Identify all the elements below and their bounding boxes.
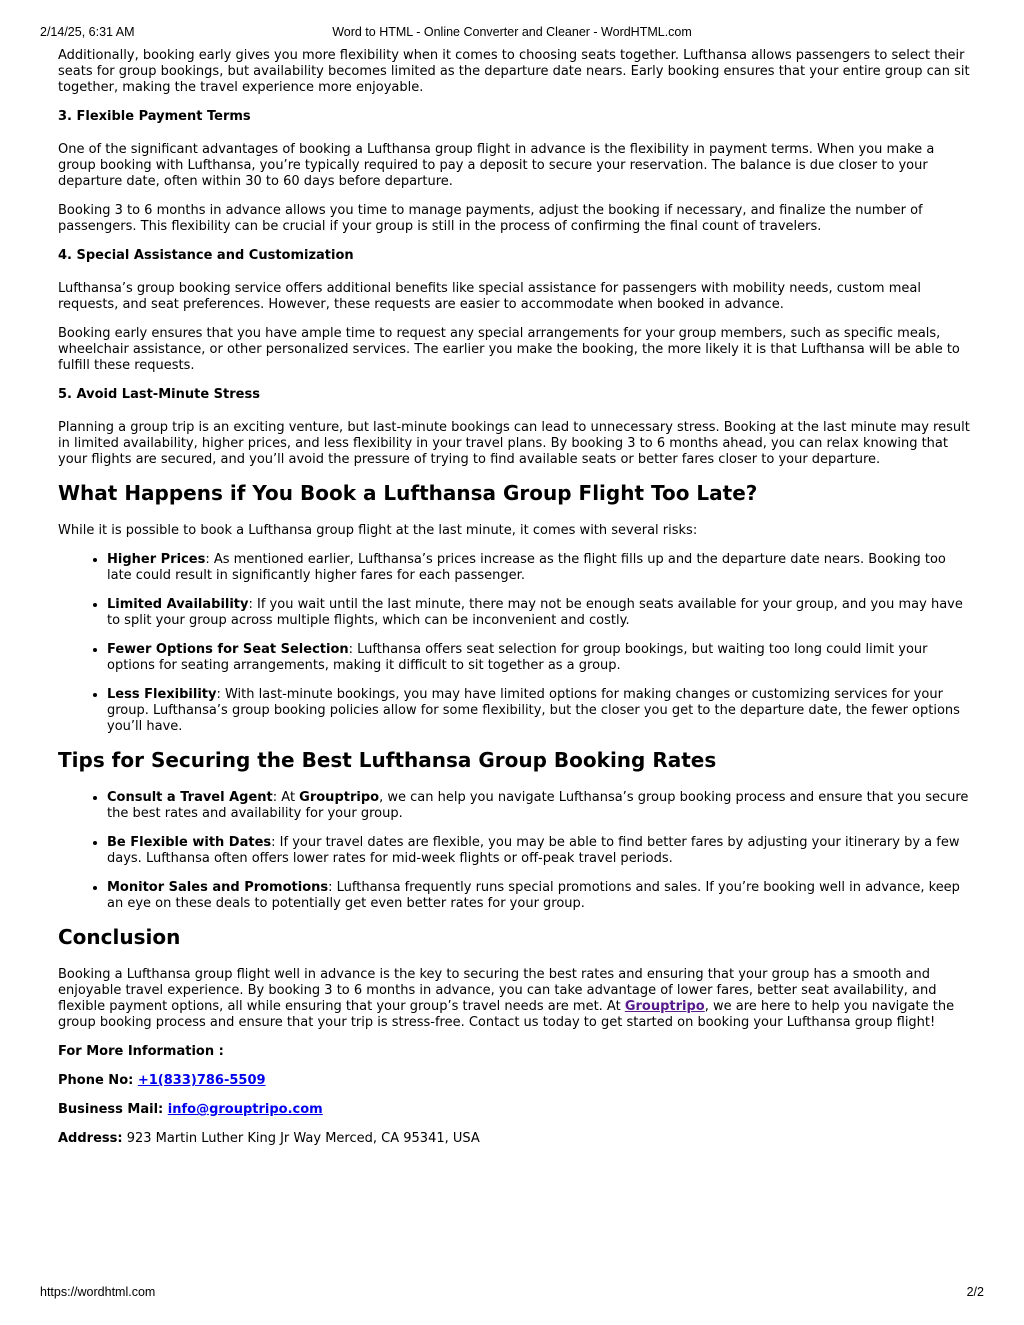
conclusion-text-after: , we are here to help you navigate the group booking process and ensure that your trip is stress-free. Contact us today to get started on booking your Lufthansa group flight! (58, 999, 955, 1030)
conclusion-heading: Conclusion (58, 925, 181, 949)
more-info-text: For More Information : (58, 1044, 224, 1059)
print-footer (40, 1285, 984, 1301)
section-4-heading: 4. Special Assistance and Customization (58, 248, 354, 263)
list-item-term: Monitor Sales and Promotions (107, 880, 329, 895)
list-item-term: Higher Prices (107, 552, 206, 567)
grouptripo-link[interactable]: Grouptripo (624, 999, 705, 1014)
section-5-paragraph-1: Planning a group trip is an exciting venture, but last-minute bookings can lead to unnecessary stress. Booking at the last minute may result in limited availability, higher prices, and less flexibility in your travel plans. By booking 3 to 6 months ahead, you can relax knowing that your flights are secured, and you’ll avoid the pressure of trying to find available seats or better fares closer to your departure. (58, 420, 970, 467)
list-item-text: : As mentioned earlier, Lufthansa’s prices increase as the flight fills up and the departure date nears. Booking too late could result in significantly higher fares for each passenger. (107, 552, 946, 583)
list-item-text: : Lufthansa offers seat selection for group bookings, but waiting too long could limit your options for seating arrangements, making it difficult to sit together as a group. (107, 642, 928, 673)
document-body (58, 48, 970, 1160)
list-item-term: Fewer Options for Seat Selection (107, 642, 349, 657)
section-3-paragraph-2: Booking 3 to 6 months in advance allows you time to manage payments, adjust the booking if necessary, and finalize the number of passengers. This flexibility can be crucial if your group is still in the process of confirming the final count of travelers. (58, 203, 923, 234)
list-item-term: Limited Availability (107, 597, 249, 612)
list-item (107, 642, 970, 674)
conclusion-text-before: Booking a Lufthansa group flight well in advance is the key to securing the best rates and ensuring that your group has a smooth and enjoyable travel experience. By booking 3 to 6 months in advance, you can take advantage of lower fares, better seat availability, and flexible payment options, all while ensuring that your group’s travel needs are met. At (58, 967, 937, 1014)
list-item (107, 597, 970, 629)
list-item-text: : If you wait until the last minute, there may not be enough seats available for your group, and you may have to split your group across multiple flights, which can be inconvenient and costly. (107, 597, 963, 628)
list-item-text: , we can help you navigate Lufthansa’s group booking process and ensure that you secure the best rates and availability for your group. (107, 790, 969, 821)
late-booking-intro: While it is possible to book a Lufthansa group flight at the last minute, it comes with several risks: (58, 523, 698, 538)
list-item-text: : If your travel dates are flexible, you may be able to find better fares by adjusting your itinerary by a few days. Lufthansa often offers lower rates for mid-week flights or off-peak travel periods. (107, 835, 960, 866)
section-4-paragraph-1: Lufthansa’s group booking service offers additional benefits like special assistance for passengers with mobility needs, custom meal requests, and seat preferences. However, these requests are easier to accommodate when booked in advance. (58, 281, 921, 312)
print-datetime: 2/14/25, 6:31 AM (40, 25, 135, 39)
list-item-term: Less Flexibility (107, 687, 217, 702)
section-4-paragraph-2: Booking early ensures that you have ample time to request any special arrangements for your group members, such as specific meals, wheelchair assistance, or other personalized services. The earlier you make the booking, the more likely it is that Lufthansa will be able to fulfill these requests. (58, 326, 960, 373)
phone-link[interactable]: +1(833)786-5509 (137, 1073, 266, 1088)
address-label: Address: (58, 1131, 123, 1146)
mail-label: Business Mail: (58, 1102, 168, 1117)
conclusion-paragraph (58, 967, 970, 1031)
list-item (107, 835, 970, 867)
tips-list (58, 790, 970, 912)
intro-paragraph: Additionally, booking early gives you more flexibility when it comes to choosing seats together. Lufthansa allows passengers to select their seats for group bookings, but availability becomes limited as the departure date nears. Early booking ensures that your entire group can sit together, making the travel experience more enjoyable. (58, 48, 970, 95)
late-booking-heading: What Happens if You Book a Lufthansa Group Flight Too Late? (58, 481, 758, 505)
list-item (107, 880, 970, 912)
section-3-heading: 3. Flexible Payment Terms (58, 109, 251, 124)
list-item-pre: : At (272, 790, 300, 805)
list-item (107, 687, 970, 735)
address-text: 923 Martin Luther King Jr Way Merced, CA 95341, USA (122, 1131, 480, 1146)
mail-line (58, 1102, 970, 1118)
phone-line (58, 1073, 970, 1089)
list-item (107, 552, 970, 584)
section-5-heading: 5. Avoid Last-Minute Stress (58, 387, 260, 402)
address-line (58, 1131, 970, 1147)
list-item-text: : With last-minute bookings, you may have limited options for making changes or customizing services for your group. Lufthansa’s group booking policies allow for some flexibility, but the closer you get to the departure date, the fewer options you’ll have. (107, 687, 960, 734)
print-url: https://wordhtml.com (40, 1285, 156, 1299)
list-item-term: Consult a Travel Agent (107, 790, 273, 805)
tips-heading: Tips for Securing the Best Lufthansa Group Booking Rates (58, 748, 717, 772)
list-item (107, 790, 970, 822)
email-link[interactable]: info@grouptripo.com (167, 1102, 323, 1117)
print-header (40, 25, 984, 41)
late-booking-risks-list (58, 552, 970, 735)
list-item-text: : Lufthansa frequently runs special promotions and sales. If you’re booking well in advance, keep an eye on these deals to potentially get even better rates for your group. (107, 880, 960, 911)
list-item-term: Be Flexible with Dates (107, 835, 272, 850)
more-info-label (58, 1044, 970, 1060)
section-3-paragraph-1: One of the significant advantages of booking a Lufthansa group flight in advance is the flexibility in payment terms. When you make a group booking with Lufthansa, you’re typically required to pay a deposit to secure your reservation. The balance is due closer to your departure date, often within 30 to 60 days before departure. (58, 142, 935, 189)
brand-name: Grouptripo (299, 790, 380, 805)
print-page-number: 2/2 (966, 1285, 984, 1299)
phone-label: Phone No: (58, 1073, 138, 1088)
print-page-title: Word to HTML - Online Converter and Cleaner - WordHTML.com (332, 25, 692, 39)
